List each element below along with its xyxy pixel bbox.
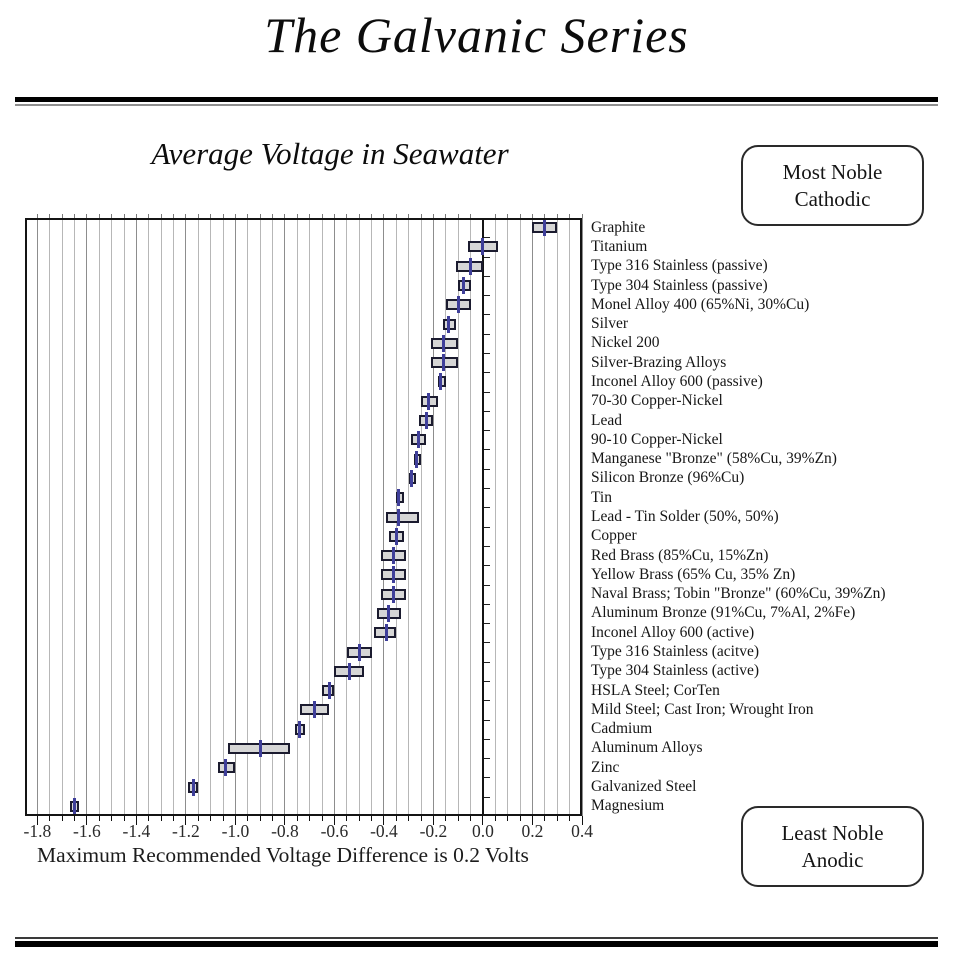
material-label: Yellow Brass (65% Cu, 35% Zn) xyxy=(591,565,796,583)
material-label: Type 304 Stainless (passive) xyxy=(591,276,768,294)
axis-tick-label: -1.4 xyxy=(122,821,151,841)
material-label: Copper xyxy=(591,527,637,545)
material-label: Lead - Tin Solder (50%, 50%) xyxy=(591,508,779,525)
material-label: Zinc xyxy=(591,758,620,776)
material-label: Aluminum Alloys xyxy=(591,739,703,757)
material-label: Aluminum Bronze (91%Cu, 7%Al, 2%Fe) xyxy=(591,604,856,622)
material-label: 90-10 Copper-Nickel xyxy=(591,430,723,448)
axis-tick-label: -1.0 xyxy=(221,821,250,841)
axis-tick-label: -0.2 xyxy=(419,821,448,841)
axis-tick-label: -1.8 xyxy=(23,821,52,841)
axis-bottom-tick xyxy=(557,816,558,821)
axis-tick-label: -1.2 xyxy=(172,821,200,841)
bottom-divider-thick xyxy=(15,941,938,947)
least-noble-line2: Anodic xyxy=(801,847,864,872)
axis-bottom-tick xyxy=(210,816,211,821)
axis-tick-label: -1.6 xyxy=(73,821,101,841)
material-label: Silicon Bronze (96%Cu) xyxy=(591,469,745,487)
most-noble-line1: Most Noble xyxy=(782,159,883,184)
material-label: Mild Steel; Cast Iron; Wrought Iron xyxy=(591,700,814,718)
page-title: The Galvanic Series xyxy=(264,7,689,63)
material-label: Lead xyxy=(591,411,622,429)
material-label: Galvanized Steel xyxy=(591,778,697,796)
least-noble-line1: Least Noble xyxy=(781,820,884,845)
bottom-divider-thin xyxy=(15,937,938,939)
most-noble-line2: Cathodic xyxy=(794,186,871,211)
chart-caption: Maximum Recommended Voltage Difference is 0.2 Volts xyxy=(37,843,529,867)
material-label: Manganese "Bronze" (58%Cu, 39%Zn) xyxy=(591,450,837,468)
material-label: Type 316 Stainless (acitve) xyxy=(591,643,760,661)
material-label: Naval Brass; Tobin "Bronze" (60%Cu, 39%Zn) xyxy=(591,585,886,603)
axis-bottom-tick xyxy=(111,816,112,821)
material-label: Inconel Alloy 600 (active) xyxy=(591,623,755,641)
axis-bottom-tick xyxy=(260,816,261,821)
material-label: Nickel 200 xyxy=(591,334,660,352)
material-label: Tin xyxy=(591,488,612,506)
material-label: Titanium xyxy=(591,237,648,255)
least-noble-box xyxy=(741,806,924,887)
axis-bottom-tick xyxy=(62,816,63,821)
material-label: Silver xyxy=(591,315,629,333)
material-label: 70-30 Copper-Nickel xyxy=(591,392,723,410)
axis-tick-label: -0.4 xyxy=(370,821,398,841)
axis-tick-label: -0.8 xyxy=(271,821,299,841)
material-label: Monel Alloy 400 (65%Ni, 30%Cu) xyxy=(591,295,810,313)
material-label: Magnesium xyxy=(591,797,665,815)
material-label: HSLA Steel; CorTen xyxy=(591,681,720,699)
plot-frame xyxy=(25,218,582,816)
axis-bottom-tick xyxy=(408,816,409,821)
axis-bottom-tick xyxy=(458,816,459,821)
material-label: Type 316 Stainless (passive) xyxy=(591,257,768,275)
axis-tick-label: 0.4 xyxy=(571,821,593,841)
axis-tick-label: 0.2 xyxy=(521,821,544,841)
material-label: Type 304 Stainless (active) xyxy=(591,662,760,680)
axis-tick-label: 0.0 xyxy=(472,821,494,841)
material-label: Graphite xyxy=(591,218,646,236)
axis-bottom-tick xyxy=(161,816,162,821)
chart-subtitle: Average Voltage in Seawater xyxy=(151,136,509,171)
axis-tick-label: -0.6 xyxy=(320,821,349,841)
material-label: Red Brass (85%Cu, 15%Zn) xyxy=(591,546,769,564)
material-label: Inconel Alloy 600 (passive) xyxy=(591,372,763,390)
axis-bottom-tick xyxy=(507,816,508,821)
material-label: Cadmium xyxy=(591,720,653,738)
axis-bottom-tick xyxy=(359,816,360,821)
material-label: Silver-Brazing Alloys xyxy=(591,353,727,371)
axis-bottom-tick xyxy=(309,816,310,821)
